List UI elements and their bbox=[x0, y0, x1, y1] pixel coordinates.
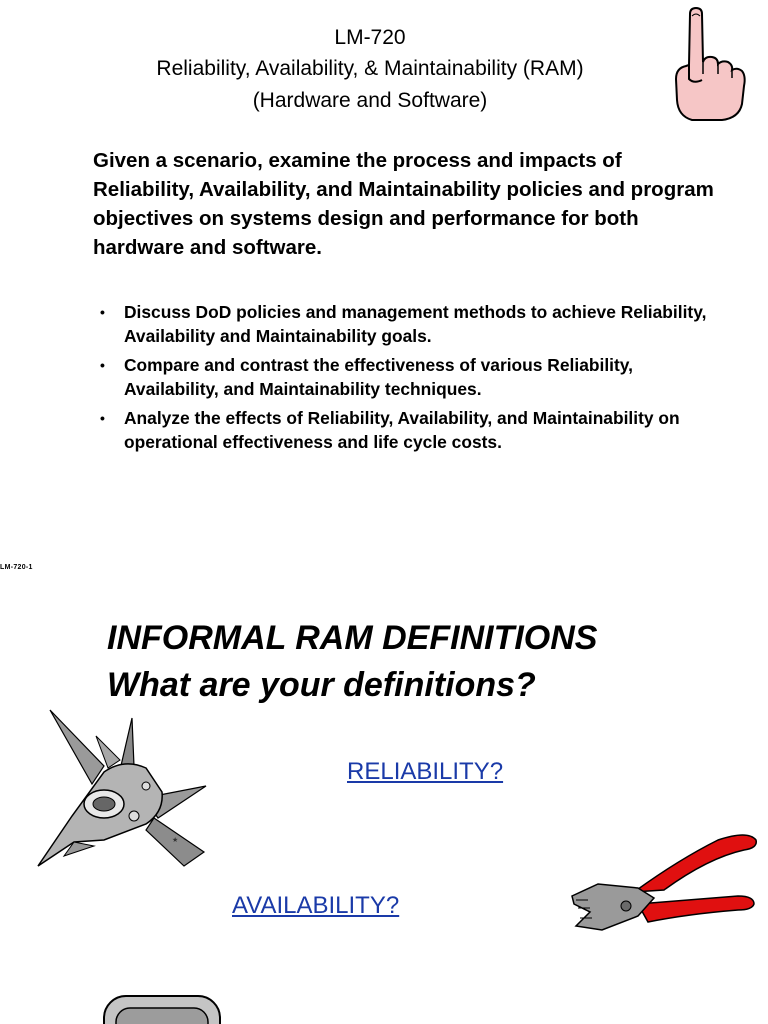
bullet-item bbox=[100, 300, 720, 348]
reliability-link[interactable]: RELIABILITY? bbox=[347, 758, 504, 785]
bullet-list bbox=[100, 300, 720, 459]
slide-code: LM-720 bbox=[334, 26, 406, 49]
fighter-jet-icon bbox=[34, 706, 214, 870]
slide-id-label: LM-720-1 bbox=[0, 564, 33, 571]
device-icon bbox=[102, 994, 222, 1024]
bullet-text: Compare and contrast the effectiveness of various Reliability, Availability, and Maintainability techniques. bbox=[124, 355, 633, 399]
pointing-hand-icon bbox=[672, 4, 748, 124]
bullet-item bbox=[100, 406, 720, 454]
bullet-item bbox=[100, 353, 720, 401]
svg-text:★: ★ bbox=[172, 837, 179, 844]
slide-subtitle: (Hardware and Software) bbox=[252, 89, 488, 112]
slide-title: Reliability, Availability, & Maintainability (RAM) bbox=[156, 57, 584, 80]
bullet-dot: • bbox=[100, 357, 105, 373]
section-heading: INFORMAL RAM DEFINITIONS bbox=[107, 619, 598, 657]
section-subheading: What are your definitions? bbox=[107, 666, 536, 704]
bullet-text: Discuss DoD policies and management methods to achieve Reliability, Availability and Maintainability goals. bbox=[124, 302, 707, 346]
availability-link[interactable]: AVAILABILITY? bbox=[232, 892, 400, 919]
pliers-icon bbox=[568, 830, 760, 950]
learning-objective: Given a scenario, examine the process and impacts of Reliability, Availability, and Maintainability policies and program objectives on systems design and performance for both hardware and software. bbox=[93, 149, 714, 259]
bullet-dot: • bbox=[100, 410, 105, 426]
bullet-dot: • bbox=[100, 304, 105, 320]
bullet-text: Analyze the effects of Reliability, Availability, and Maintainability on operational effectiveness and life cycle costs. bbox=[124, 408, 680, 452]
